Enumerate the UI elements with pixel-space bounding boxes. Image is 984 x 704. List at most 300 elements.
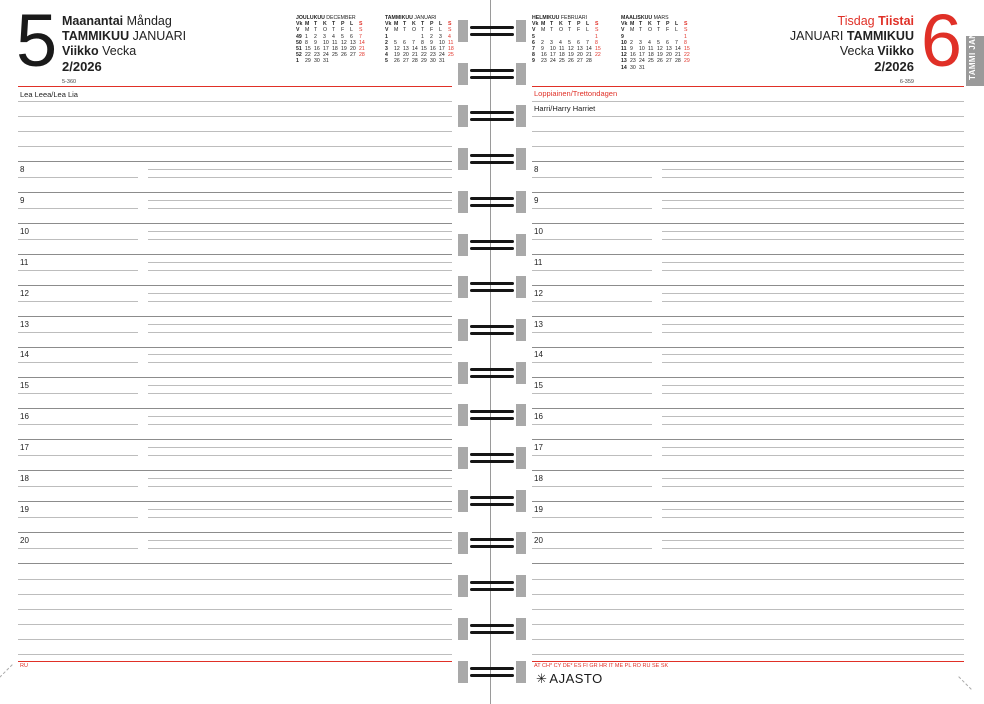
hour-label: 16: [20, 412, 29, 422]
hour-divider: [532, 316, 964, 317]
day-cell: T: [568, 21, 572, 28]
hour-line: [662, 424, 964, 425]
mini-calendar-title-fi: TAMMIKUU: [385, 15, 413, 21]
day-cell: 28: [675, 58, 681, 65]
note-line: [532, 624, 964, 625]
day-cell: 13: [666, 46, 672, 53]
hour-line: [148, 548, 452, 549]
day-header-right: [790, 14, 914, 90]
day-cell: 19: [394, 52, 400, 59]
hour-label: 17: [20, 443, 29, 453]
day-cell: M: [305, 21, 310, 28]
week-number-cell: 8: [532, 52, 535, 59]
day-cell: 22: [684, 52, 690, 59]
note-line: [532, 654, 964, 655]
hour-line: [18, 486, 138, 487]
day-cell: 19: [568, 52, 574, 59]
day-cell: 7: [586, 39, 589, 46]
day-cell: [332, 58, 341, 64]
mini-calendar-title-sv: JANUARI: [412, 15, 437, 21]
hour-line: [532, 362, 652, 363]
coil-loop: [458, 575, 526, 597]
coil-wire: [470, 588, 514, 591]
day-name-sv-right: Tisdag: [837, 14, 875, 28]
hour-label: 10: [20, 226, 29, 236]
coil-hole-right: [516, 490, 526, 512]
week-number-cell: 9: [621, 33, 624, 40]
day-cell: 1: [305, 33, 308, 40]
day-cell: 30: [430, 58, 436, 65]
hour-line: [662, 517, 964, 518]
week-number-cell: 13: [621, 58, 627, 65]
hour-line: [662, 270, 964, 271]
day-cell: S: [448, 21, 452, 28]
hour-line: [148, 270, 452, 271]
note-line: [532, 639, 964, 640]
day-cell: S: [359, 21, 363, 28]
note-line: [532, 131, 964, 132]
day-cell: 18: [332, 46, 338, 53]
hour-line: [18, 270, 138, 271]
hour-divider: [532, 254, 964, 255]
hour-line: [662, 416, 964, 417]
day-cell: 3: [639, 39, 642, 46]
coil-hole-right: [516, 234, 526, 256]
hour-label: 15: [20, 381, 29, 391]
coil-hole-right: [516, 20, 526, 42]
hour-divider: [18, 316, 452, 317]
coil-hole-left: [458, 404, 468, 426]
day-cell: 10: [439, 39, 445, 46]
day-cell: M: [541, 21, 546, 28]
day-code-right: 6-359: [899, 79, 914, 85]
day-cell: T: [332, 27, 336, 34]
hour-line: [662, 200, 964, 201]
mini-calendar-row: [532, 58, 604, 64]
day-cell: 14: [586, 46, 592, 53]
day-cell: F: [341, 27, 345, 34]
day-cell: 15: [421, 46, 427, 53]
hour-line: [148, 478, 452, 479]
day-cell: 24: [323, 52, 329, 59]
mini-calendar-title-sv: MARS: [652, 15, 669, 21]
week-number-cell: 7: [532, 46, 535, 53]
day-cell: T: [314, 21, 318, 28]
day-cell: [684, 65, 693, 71]
hour-divider: [532, 192, 964, 193]
hour-divider: [18, 501, 452, 502]
day-cell: 23: [430, 52, 436, 59]
coil-wire: [470, 503, 514, 506]
note-line: [532, 146, 964, 147]
note-line: [532, 161, 964, 162]
coil-loop: [458, 532, 526, 554]
day-cell: L: [675, 27, 678, 34]
hour-divider: [18, 563, 452, 564]
hour-divider: [532, 285, 964, 286]
day-cell: M: [394, 21, 399, 28]
hour-line: [18, 393, 138, 394]
day-code: 5-360: [62, 79, 77, 85]
week-number-cell: 1: [385, 33, 388, 40]
hour-label: 11: [20, 257, 29, 267]
day-cell: 9: [314, 39, 317, 46]
name-day-note: Lea Leea/Lea Lia: [20, 90, 78, 99]
day-cell: L: [439, 21, 443, 28]
hour-line: [148, 354, 452, 355]
day-cell: F: [577, 27, 581, 34]
day-cell: 6: [350, 33, 353, 40]
day-cell: 8: [684, 39, 687, 46]
day-cell: O: [648, 27, 653, 34]
day-cell: 6: [666, 39, 669, 46]
day-cell: T: [639, 21, 643, 28]
day-number-right: 6: [920, 0, 962, 82]
mini-calendar-title-sv: FEBRUARI: [559, 15, 588, 21]
coil-hole-left: [458, 319, 468, 341]
day-cell: 21: [359, 46, 365, 53]
star-icon: ✳: [536, 671, 548, 686]
hour-line: [662, 177, 964, 178]
week-number-cell: Vk: [532, 21, 539, 28]
hour-line: [18, 208, 138, 209]
hour-label: 14: [534, 350, 543, 360]
mini-calendar-february: [532, 15, 612, 65]
coil-loop: [458, 661, 526, 683]
day-cell: O: [559, 27, 564, 34]
coil-hole-left: [458, 362, 468, 384]
day-cell: 27: [403, 58, 409, 65]
hour-divider: [18, 470, 452, 471]
mini-calendar-march: [621, 15, 701, 71]
hour-line: [148, 385, 452, 386]
day-cell: F: [666, 27, 670, 34]
day-cell: 22: [305, 52, 311, 59]
coil-wire: [470, 161, 514, 164]
note-line: [532, 101, 964, 102]
day-cell: 9: [430, 39, 433, 46]
day-cell: 11: [448, 39, 454, 46]
coil-hole-left: [458, 447, 468, 469]
hour-line: [532, 455, 652, 456]
day-cell: 12: [341, 39, 347, 46]
day-cell: P: [666, 21, 670, 28]
mini-calendar-january: [385, 15, 465, 65]
coil-wire: [470, 410, 514, 413]
hour-divider: [18, 347, 452, 348]
hour-line: [662, 509, 964, 510]
note-line: [18, 579, 452, 580]
day-cell: L: [439, 27, 442, 34]
hour-line: [18, 424, 138, 425]
day-cell: 14: [675, 46, 681, 53]
day-cell: 14: [412, 46, 418, 53]
coil-hole-left: [458, 575, 468, 597]
day-cell: 24: [439, 52, 445, 59]
footer-country-codes-right: AT CH* CY DE* ES FI GR HR IT ME PL RO RU SE SK: [534, 663, 669, 669]
day-cell: 9: [541, 46, 544, 53]
note-line: [18, 609, 452, 610]
day-cell: 5: [394, 39, 397, 46]
coil-loop: [458, 105, 526, 127]
day-cell: T: [403, 27, 407, 34]
day-cell: T: [550, 21, 554, 28]
day-cell: 10: [323, 39, 329, 46]
header-divider: [18, 86, 452, 87]
coil-hole-left: [458, 661, 468, 683]
day-cell: S: [684, 27, 688, 34]
day-cell: 26: [394, 58, 400, 65]
day-cell: 27: [577, 58, 583, 65]
hour-line: [662, 447, 964, 448]
coil-loop: [458, 148, 526, 170]
day-cell: 25: [332, 52, 338, 59]
day-cell: S: [684, 21, 688, 28]
hour-divider: [18, 285, 452, 286]
day-cell: 15: [305, 46, 311, 53]
day-cell: 1: [595, 33, 598, 40]
day-cell: 8: [421, 39, 424, 46]
coil-wire: [470, 674, 514, 677]
day-cell: 3: [550, 39, 553, 46]
hour-label: 11: [534, 257, 543, 267]
day-cell: 24: [550, 58, 556, 65]
day-cell: 20: [666, 52, 672, 59]
coil-wire: [470, 624, 514, 627]
day-cell: [657, 65, 666, 71]
hour-line: [18, 239, 138, 240]
hour-divider: [532, 439, 964, 440]
hour-divider: [18, 192, 452, 193]
week-number-cell: Vk: [296, 21, 303, 28]
hour-line: [148, 239, 452, 240]
day-cell: 3: [323, 33, 326, 40]
coil-loop: [458, 404, 526, 426]
coil-hole-left: [458, 63, 468, 85]
hour-label: 20: [20, 535, 29, 545]
week-fi: Viikko: [62, 44, 99, 58]
hour-line: [148, 416, 452, 417]
week-number-cell: 14: [621, 64, 627, 71]
hour-line: [662, 455, 964, 456]
day-cell: L: [586, 27, 589, 34]
coil-hole-right: [516, 532, 526, 554]
hour-line: [148, 362, 452, 363]
note-line: [532, 594, 964, 595]
coil-loop: [458, 63, 526, 85]
coil-hole-right: [516, 404, 526, 426]
day-cell: S: [595, 27, 599, 34]
day-cell: T: [421, 27, 425, 34]
footer-country-codes: RU: [20, 663, 28, 669]
hour-label: 12: [534, 288, 543, 298]
day-cell: S: [595, 21, 599, 28]
day-cell: [666, 65, 675, 71]
hour-line: [662, 324, 964, 325]
note-line: [532, 116, 964, 117]
hour-line: [148, 262, 452, 263]
hour-label: 19: [20, 504, 29, 514]
day-cell: 28: [586, 58, 592, 65]
hour-divider: [18, 408, 452, 409]
coil-wire: [470, 368, 514, 371]
day-cell: 4: [648, 39, 651, 46]
hour-line: [148, 540, 452, 541]
right-page: [526, 0, 984, 704]
mini-calendar-title-sv: DECEMBER: [324, 15, 356, 21]
coil-wire: [470, 538, 514, 541]
day-cell: 21: [675, 52, 681, 59]
hour-divider: [532, 223, 964, 224]
month-sv-right: JANUARI: [789, 29, 844, 43]
coil-hole-left: [458, 234, 468, 256]
coil-wire: [470, 76, 514, 79]
day-cell: 12: [394, 46, 400, 53]
day-cell: T: [568, 27, 572, 34]
hour-divider: [532, 501, 964, 502]
day-cell: 16: [630, 52, 636, 59]
hour-line: [532, 332, 652, 333]
day-cell: 13: [577, 46, 583, 53]
day-cell: 11: [559, 46, 565, 53]
note-line: [18, 161, 452, 162]
coil-loop: [458, 490, 526, 512]
day-cell: L: [675, 21, 679, 28]
hour-line: [148, 424, 452, 425]
coil-hole-left: [458, 490, 468, 512]
week-number-cell: V: [296, 27, 300, 34]
coil-hole-left: [458, 532, 468, 554]
hour-divider: [18, 223, 452, 224]
day-cell: T: [657, 27, 661, 34]
coil-hole-right: [516, 191, 526, 213]
month-tab[interactable]: [966, 32, 984, 86]
coil-loop: [458, 276, 526, 298]
day-cell: 21: [586, 52, 592, 59]
coil-loop: [458, 447, 526, 469]
coil-wire: [470, 375, 514, 378]
day-cell: 6: [577, 39, 580, 46]
coil-wire: [470, 69, 514, 72]
day-cell: 16: [314, 46, 320, 53]
week-number-cell: V: [532, 27, 536, 34]
hour-line: [148, 447, 452, 448]
hour-divider: [532, 347, 964, 348]
coil-wire: [470, 325, 514, 328]
day-cell: 7: [412, 39, 415, 46]
coil-hole-right: [516, 447, 526, 469]
week-number-cell: Vk: [385, 21, 392, 28]
hour-line: [662, 208, 964, 209]
hour-line: [662, 262, 964, 263]
hour-line: [532, 517, 652, 518]
day-cell: 27: [666, 58, 672, 65]
coil-hole-left: [458, 105, 468, 127]
hour-line: [532, 270, 652, 271]
coil-wire: [470, 667, 514, 670]
day-cell: T: [639, 27, 643, 34]
coil-wire: [470, 247, 514, 250]
coil-wire: [470, 282, 514, 285]
coil-wire: [470, 26, 514, 29]
hour-line: [18, 332, 138, 333]
week-sv-right: Vecka: [839, 44, 874, 58]
spiral-binding: [458, 0, 526, 704]
day-cell: T: [332, 21, 336, 28]
day-cell: P: [341, 21, 345, 28]
month-sv: JANUARI: [132, 29, 187, 43]
week-number-cell: 12: [621, 52, 627, 59]
left-page: [0, 0, 458, 704]
week-number-cell: 50: [296, 39, 302, 46]
hour-line: [148, 200, 452, 201]
day-cell: 22: [595, 52, 601, 59]
day-cell: T: [421, 21, 425, 28]
hour-divider: [532, 470, 964, 471]
hour-line: [18, 548, 138, 549]
day-cell: [648, 65, 657, 71]
hour-label: 19: [534, 504, 543, 514]
day-cell: 4: [332, 33, 335, 40]
coil-wire: [470, 581, 514, 584]
day-cell: [595, 58, 604, 64]
day-cell: S: [448, 27, 452, 34]
coil-hole-left: [458, 148, 468, 170]
day-cell: 31: [639, 64, 645, 71]
hour-divider: [532, 408, 964, 409]
day-cell: 20: [350, 46, 356, 53]
hour-line: [148, 324, 452, 325]
hour-label: 16: [534, 412, 543, 422]
coil-wire: [470, 417, 514, 420]
hour-line: [18, 301, 138, 302]
mini-calendar-title-fi: JOULUKUU: [296, 15, 325, 21]
day-cell: 29: [305, 58, 311, 65]
day-cell: P: [430, 21, 434, 28]
coil-wire: [470, 545, 514, 548]
day-cell: 25: [448, 52, 454, 59]
name-day-note-right: Harri/Harry Harriet: [534, 104, 596, 113]
coil-hole-right: [516, 63, 526, 85]
hour-line: [18, 177, 138, 178]
coil-wire: [470, 197, 514, 200]
hour-label: 8: [20, 165, 25, 174]
day-cell: [350, 58, 359, 64]
hour-line: [662, 293, 964, 294]
brand-logo: [536, 671, 603, 687]
month-fi: TAMMIKUU: [62, 29, 130, 43]
coil-wire: [470, 453, 514, 456]
day-cell: 17: [550, 52, 556, 59]
week-number-cell: 2: [385, 39, 388, 46]
week-number: 2/2026: [62, 59, 102, 74]
hour-line: [662, 332, 964, 333]
week-number-cell: 3: [385, 46, 388, 53]
day-cell: M: [630, 27, 635, 34]
day-cell: 29: [421, 58, 427, 65]
day-cell: 26: [657, 58, 663, 65]
hour-divider: [18, 439, 452, 440]
day-header-left: [62, 14, 186, 90]
note-line: [18, 624, 452, 625]
week-number-cell: 9: [532, 58, 535, 65]
coil-hole-right: [516, 362, 526, 384]
note-line: [18, 639, 452, 640]
hour-label: 13: [534, 319, 543, 329]
coil-loop: [458, 319, 526, 341]
hour-line: [662, 231, 964, 232]
day-cell: 13: [403, 46, 409, 53]
